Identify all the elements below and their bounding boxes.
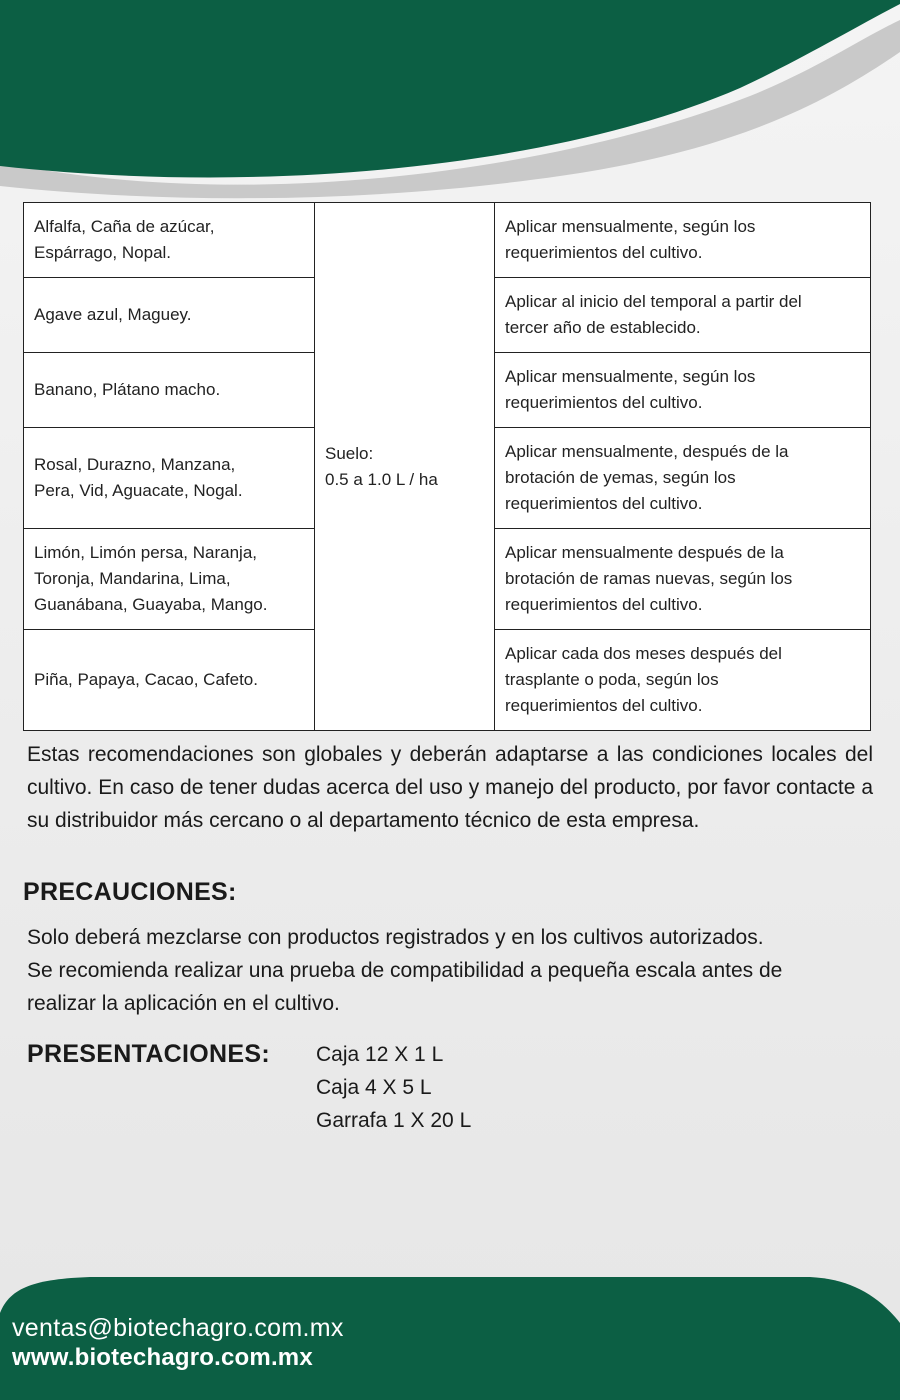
instruction-cell: Aplicar mensualmente después de la brotación de ramas nuevas, según los requerimientos del cultivo. [495,529,871,630]
dosage-table [23,202,871,731]
precautions-heading: PRECAUCIONES: [23,878,237,906]
presentations-heading: PRESENTACIONES: [27,1040,270,1068]
table-row [24,203,871,278]
precautions-text [27,921,887,1020]
crop-cell: Rosal, Durazno, Manzana, Pera, Vid, Aguacate, Nogal. [24,428,315,529]
instruction-cell: Aplicar al inicio del temporal a partir del tercer año de establecido. [495,278,871,353]
recommendation-notice: Estas recomendaciones son globales y deberán adaptarse a las condiciones locales del cultivo. En caso de tener dudas acerca del uso y manejo del producto, por favor contacte a su distribuidor más cercano o al departamento técnico de esta empresa. [27,743,873,832]
crop-cell: Agave azul, Maguey. [24,278,315,353]
crop-cell: Banano, Plátano macho. [24,353,315,428]
instruction-cell: Aplicar mensualmente, según los requerimientos del cultivo. [495,353,871,428]
website-link[interactable]: www.biotechagro.com.mx [12,1344,313,1371]
presentation-item: Caja 12 X 1 L [316,1043,444,1066]
presentations-list [316,1038,471,1137]
instruction-cell: Aplicar cada dos meses después del trasplante o poda, según los requerimientos del cultivo. [495,630,871,731]
crop-cell: Limón, Limón persa, Naranja, Toronja, Mandarina, Lima, Guanábana, Guayaba, Mango. [24,529,315,630]
crop-cell: Piña, Papaya, Cacao, Cafeto. [24,630,315,731]
presentation-item: Caja 4 X 5 L [316,1076,432,1099]
contact-email-link[interactable]: ventas@biotechagro.com.mx [12,1314,344,1342]
precautions-line: realizar la aplicación en el cultivo. [27,992,340,1015]
header-wave-decoration [0,0,900,205]
instruction-cell: Aplicar mensualmente, según los requerimientos del cultivo. [495,203,871,278]
instruction-cell: Aplicar mensualmente, después de la brotación de yemas, según los requerimientos del cultivo. [495,428,871,529]
dose-cell: Suelo: 0.5 a 1.0 L / ha [315,203,495,731]
crop-cell: Alfalfa, Caña de azúcar, Espárrago, Nopal. [24,203,315,278]
precautions-line: Solo deberá mezclarse con productos registrados y en los cultivos autorizados. [27,926,764,949]
presentation-item: Garrafa 1 X 20 L [316,1109,472,1132]
precautions-line: Se recomienda realizar una prueba de compatibilidad a pequeña escala antes de [27,959,783,982]
